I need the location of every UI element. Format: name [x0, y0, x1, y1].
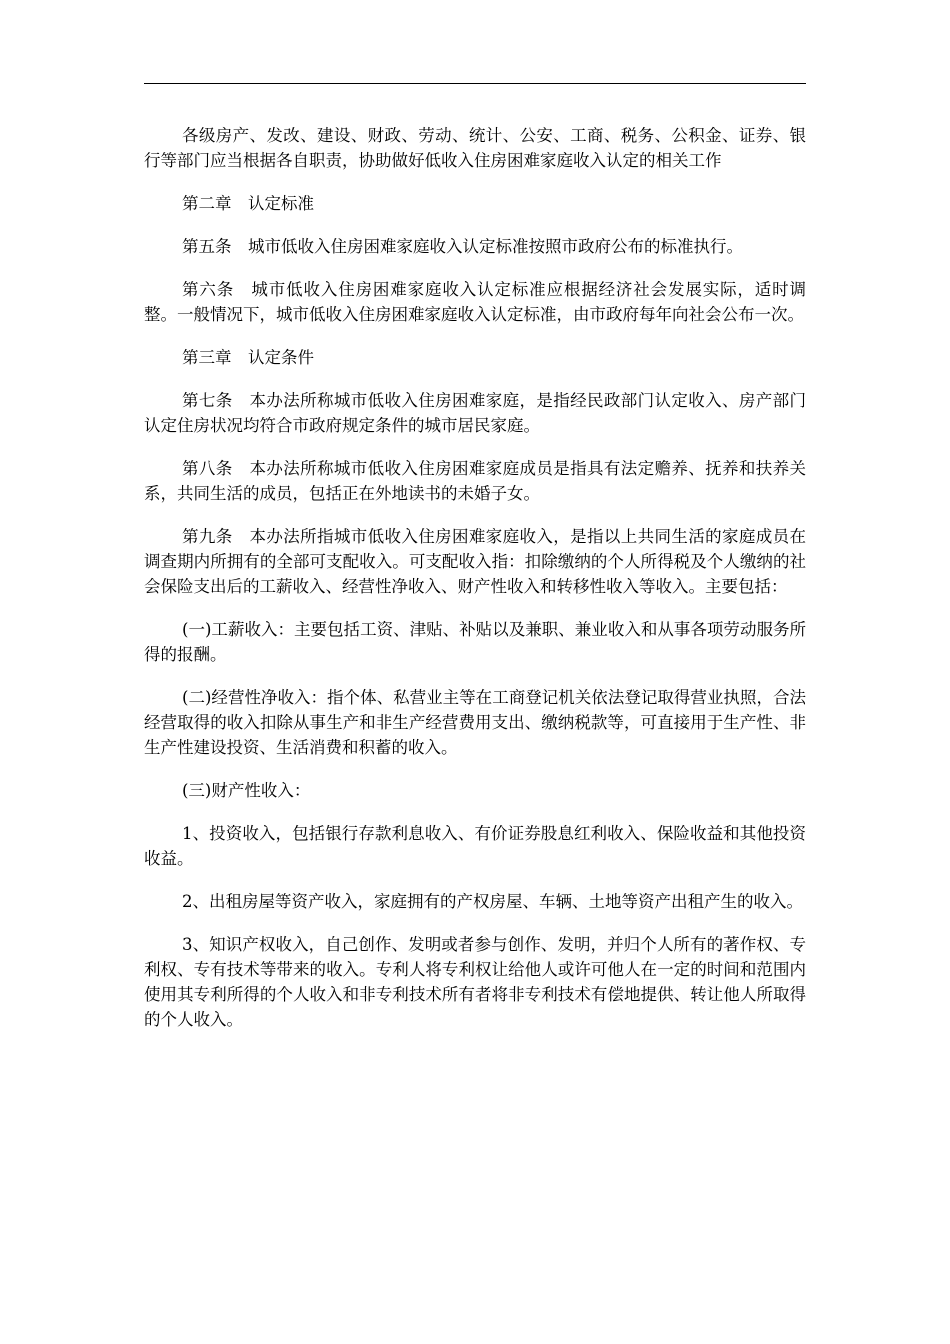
chapter-three-heading: 第三章 认定条件 [182, 348, 314, 367]
article-six: 第六条 城市低收入住房困难家庭收入认定标准应根据经济社会发展实际，适时调整。一般情况下，城市低收入住房困难家庭收入认定标准，由市政府每年向社会公布一次。 [144, 280, 806, 324]
subitem-ip-income: 3、知识产权收入，自己创作、发明或者参与创作、发明，并归个人所有的著作权、专利权、专有技术等带来的收入。专利人将专利权让给他人或许可他人在一定的时间和范围内使用其专利所得的个人收入和非专利技术所有者将非专利技术有偿地提供、转让他人所取得的个人收入。 [144, 935, 806, 1029]
item-property-income: (三)财产性收入： [182, 781, 311, 800]
subitem-investment-income: 1、投资收入，包括银行存款利息收入、有价证券股息红利收入、保险收益和其他投资收益。 [144, 824, 806, 868]
header-rule [144, 83, 806, 84]
article-eight: 第八条 本办法所称城市低收入住房困难家庭成员是指具有法定赡养、抚养和扶养关系，共同生活的成员，包括正在外地读书的未婚子女。 [144, 459, 806, 503]
article-five: 第五条 城市低收入住房困难家庭收入认定标准按照市政府公布的标准执行。 [182, 237, 743, 256]
chapter-two-heading: 第二章 认定标准 [182, 194, 314, 213]
item-business-income: (二)经营性净收入：指个体、私营业主等在工商登记机关依法登记取得营业执照，合法经营取得的收入扣除从事生产和非生产经营费用支出、缴纳税款等，可直接用于生产性、非生产性建设投资、生活消费和积蓄的收入。 [144, 688, 806, 757]
document-body [144, 123, 806, 1050]
article-seven: 第七条 本办法所称城市低收入住房困难家庭，是指经民政部门认定收入、房产部门认定住房状况均符合市政府规定条件的城市居民家庭。 [144, 391, 806, 435]
subitem-rental-income: 2、出租房屋等资产收入，家庭拥有的产权房屋、车辆、土地等资产出租产生的收入。 [182, 892, 803, 911]
article-nine: 第九条 本办法所指城市低收入住房困难家庭收入，是指以上共同生活的家庭成员在调查期内所拥有的全部可支配收入。可支配收入指：扣除缴纳的个人所得税及个人缴纳的社会保险支出后的工薪收入、经营性净收入、财产性收入和转移性收入等收入。主要包括： [144, 527, 806, 596]
paragraph-duties: 各级房产、发改、建设、财政、劳动、统计、公安、工商、税务、公积金、证券、银行等部门应当根据各自职责，协助做好低收入住房困难家庭收入认定的相关工作 [144, 126, 806, 170]
item-wage-income: (一)工薪收入：主要包括工资、津贴、补贴以及兼职、兼业收入和从事各项劳动服务所得的报酬。 [144, 620, 806, 664]
